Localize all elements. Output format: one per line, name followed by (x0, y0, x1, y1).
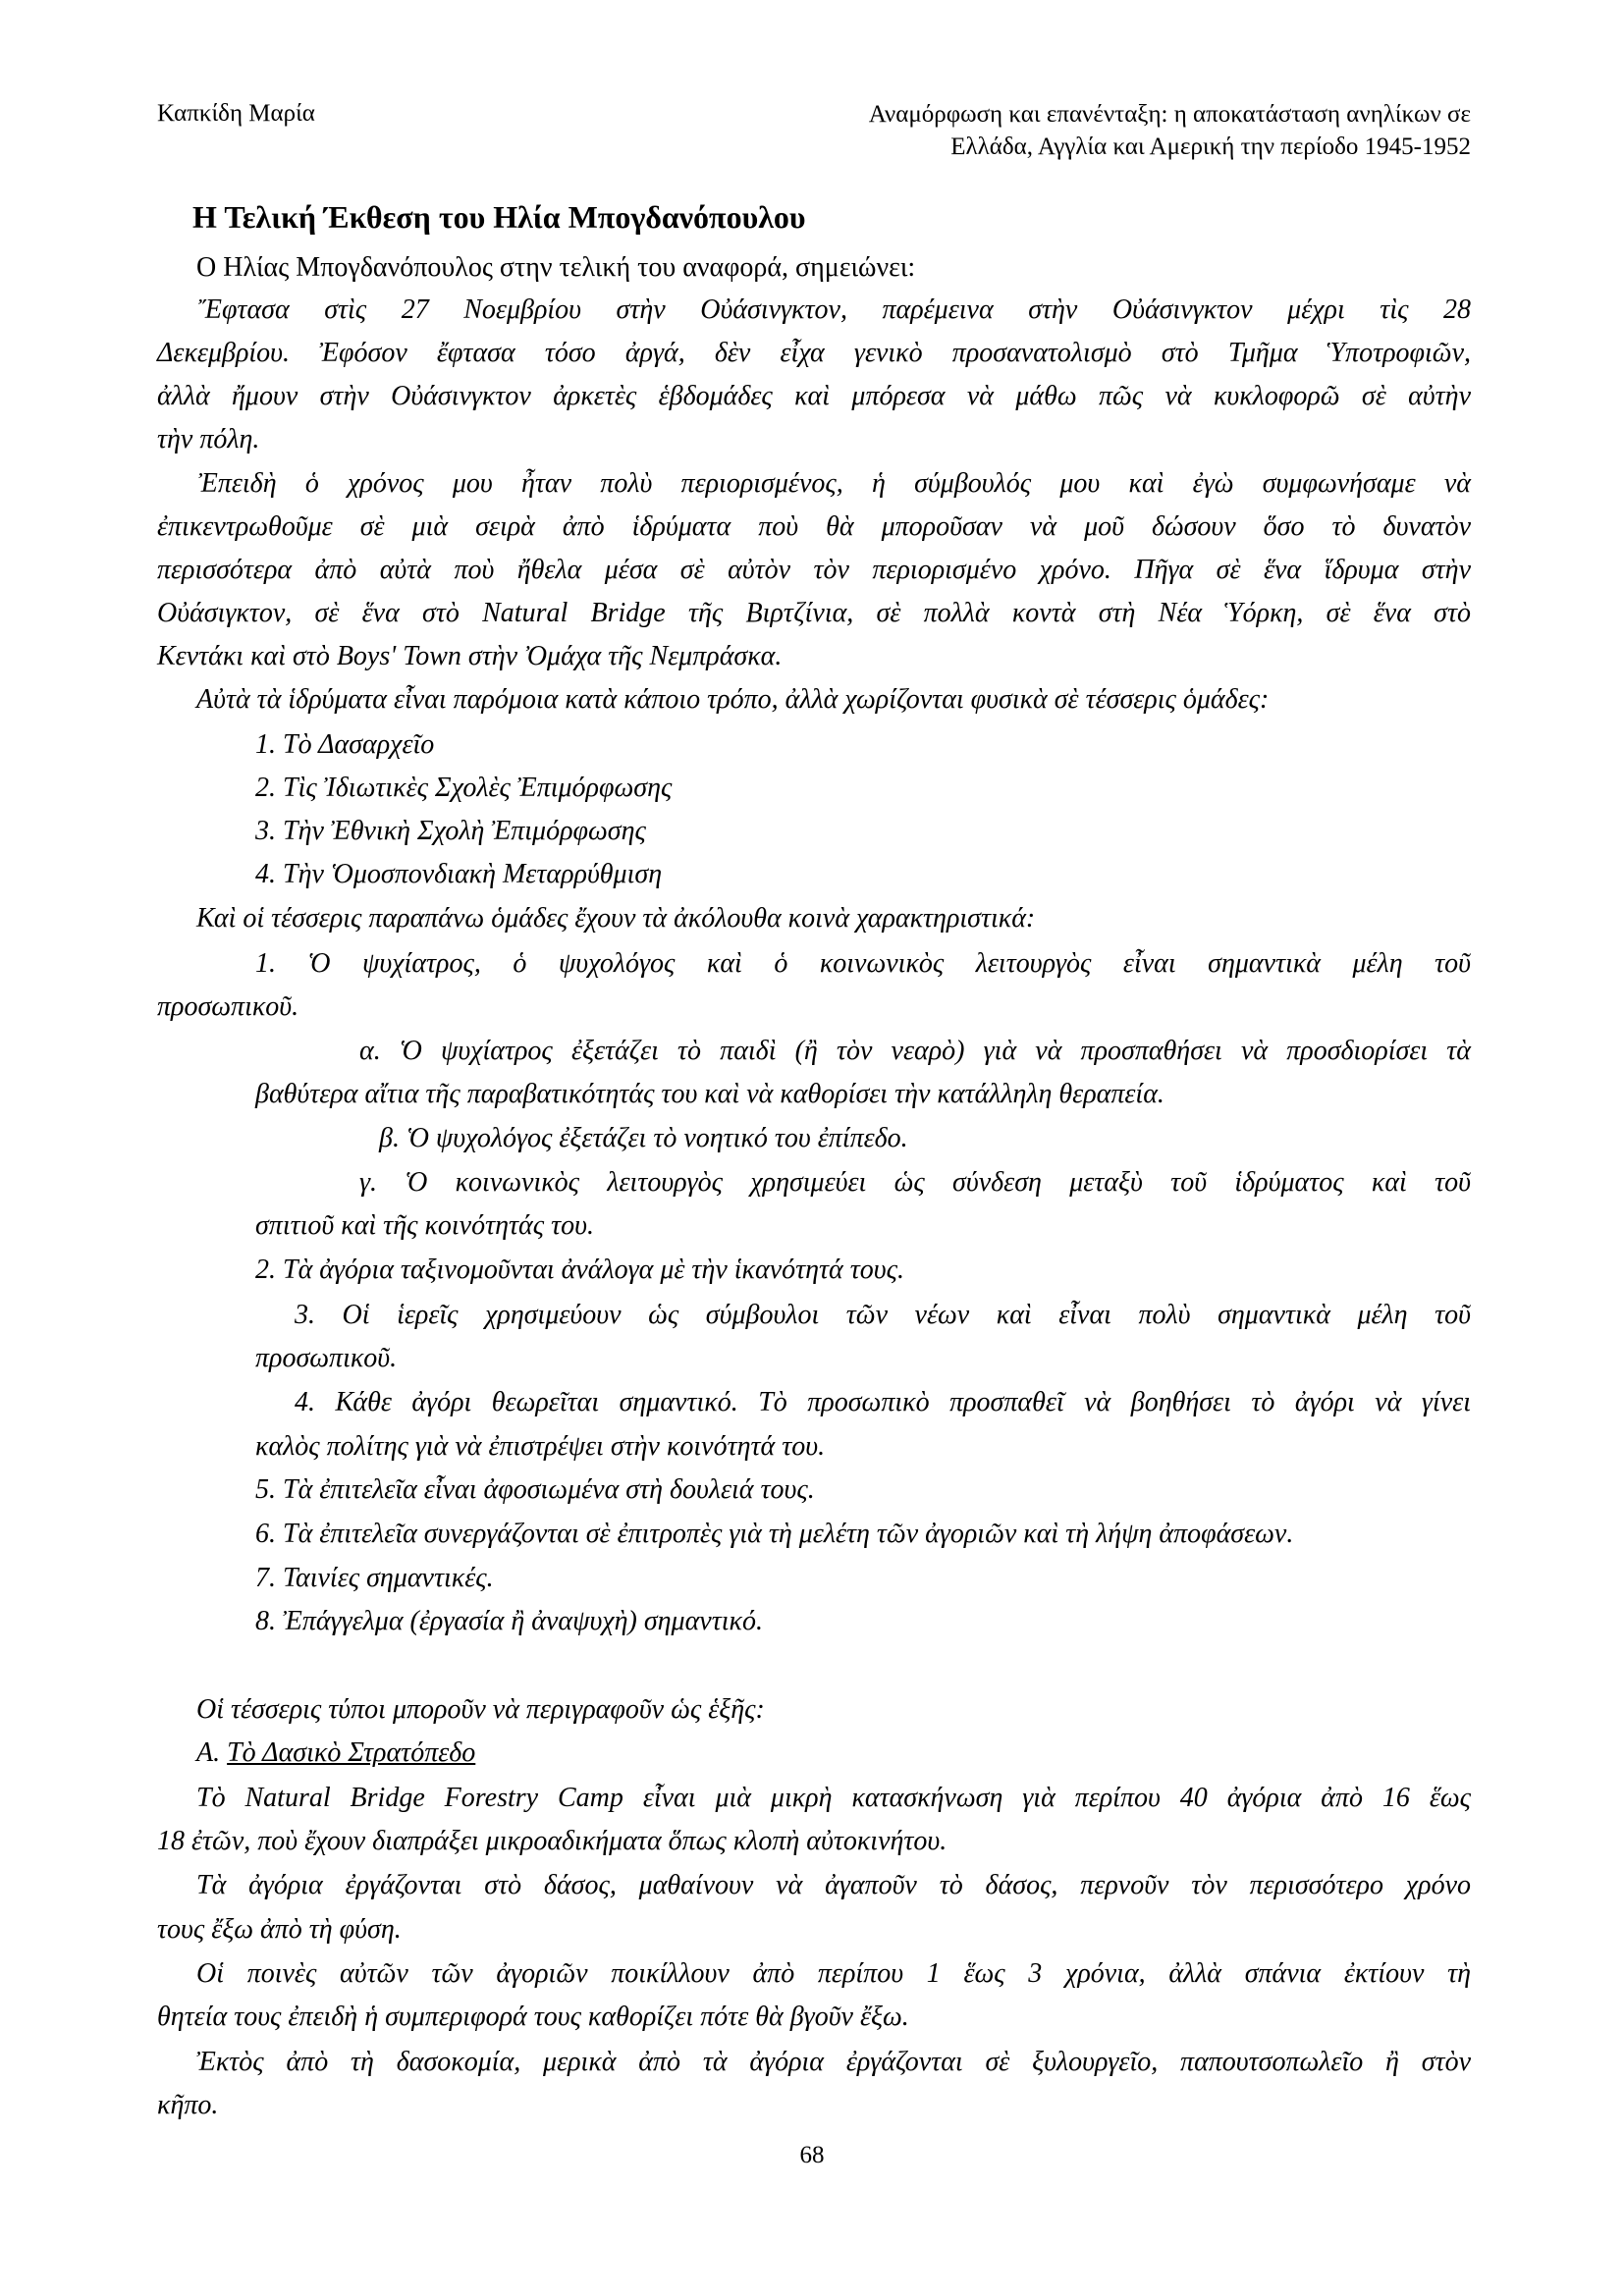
type-a-label: Α. (196, 1737, 228, 1768)
quote-p2-line-3: περισσότερα ἀπὸ αὐτὰ ποὺ ἤθελα μέσα σὲ αὐτὸν τὸν περιορισμένο χρόνο. Πῆγα σὲ ἕνα ἵδρυμα στὴν (157, 555, 1471, 585)
section-title: Η Τελική Έκθεση του Ηλία Μπογδανόπουλου (192, 199, 806, 235)
quote-p2-line-1: Ἐπειδὴ ὁ χρόνος μου ἦταν πολὺ περιορισμένος, ἡ σύμβουλός μου καὶ ἐγὼ συμφωνήσαμε νὰ (198, 468, 1471, 499)
quote-p2-last-line: Κεντάκι καὶ στὸ Boys' Town στὴν Ὀμάχα τῆς Νεμπράσκα. (157, 641, 783, 671)
quote-p2-line-4: Οὐάσιγκτον, σὲ ἕνα στὸ Natural Bridge τῆς Βιρτζίνια, σὲ πολλὰ κοντὰ στὴ Νέα Ὑόρκη, σὲ ἕνα στὸ (157, 598, 1471, 628)
header-title (705, 98, 1471, 163)
characteristic-5: 5. Τὰ ἐπιτελεῖα εἶναι ἀφοσιωμένα στὴ δουλειά τους. (255, 1474, 815, 1505)
quote-p1-last-line: τὴν πόλη. (157, 424, 260, 454)
group-item-3: 3. Τὴν Ἐθνικὴ Σχολὴ Ἐπιμόρφωσης (255, 816, 646, 846)
group-item-4: 4. Τὴν Ὁμοσπονδιακὴ Μεταρρύθμιση (255, 859, 663, 889)
type-a-p4-line1: Ἐκτὸς ἀπὸ τὴ δασοκομία, μερικὰ ἀπὸ τὰ ἀγόρια ἐργάζονται σὲ ξυλουργεῖο, παπουτσοπωλεῖο ἢ στὸν (196, 2047, 1471, 2077)
type-a-p4-line2: κῆπο. (157, 2090, 219, 2120)
characteristic-4-line1: 4. Κάθε ἀγόρι θεωρεῖται σημαντικό. Τὸ προσωπικὸ προσπαθεῖ νὰ βοηθήσει τὸ ἀγόρι νὰ γίνει (295, 1387, 1471, 1417)
characteristic-b: β. Ὁ ψυχολόγος ἐξετάζει τὸ νοητικό του ἐπίπεδο. (379, 1123, 908, 1153)
characteristic-a-line2: βαθύτερα αἴτια τῆς παραβατικότητάς του καὶ νὰ καθορίσει τὴν κατάλληλη θεραπεία. (255, 1079, 1164, 1109)
quote-p1-line-3: ἀλλὰ ἤμουν στὴν Οὐάσινγκτον ἀρκετὲς ἑβδομάδες καὶ μπόρεσα νὰ μάθω πῶς νὰ κυκλοφορῶ σὲ αὐτὴν (157, 381, 1471, 411)
characteristic-2: 2. Τὰ ἀγόρια ταξινομοῦνται ἀνάλογα μὲ τὴν ἱκανότητά τους. (255, 1255, 904, 1285)
characteristic-1-line2: προσωπικοῦ. (157, 991, 299, 1022)
characteristic-3-line1: 3. Οἱ ἱερεῖς χρησιμεύουν ὡς σύμβουλοι τῶν νέων καὶ εἶναι πολὺ σημαντικὰ μέλη τοῦ (295, 1300, 1471, 1330)
page-number: 68 (799, 2142, 825, 2168)
characteristic-g-line2: σπιτιοῦ καὶ τῆς κοινότητάς του. (255, 1210, 594, 1241)
characteristic-3-line2: προσωπικοῦ. (255, 1343, 398, 1373)
type-a-p1-line1: Τὸ Natural Bridge Forestry Camp εἶναι μιὰ μικρὴ κατασκήνωση γιὰ περίπου 40 ἀγόρια ἀπὸ 16 ἕως (196, 1783, 1471, 1813)
characteristic-1-line1: 1. Ὁ ψυχίατρος, ὁ ψυχολόγος καὶ ὁ κοινωνικὸς λειτουργὸς εἶναι σημαντικὰ μέλη τοῦ (255, 948, 1471, 979)
header-title-line1: Αναμόρφωση και επανένταξη: η αποκατάσταση ανηλίκων σε (868, 101, 1471, 128)
header-author: Καπκίδη Μαρία (157, 100, 315, 127)
characteristic-g-line1: γ. Ὁ κοινωνικὸς λειτουργὸς χρησιμεύει ὡς σύνδεση μεταξὺ τοῦ ἱδρύματος καὶ τοῦ (359, 1167, 1471, 1198)
characteristics-intro: Καὶ οἱ τέσσερις παραπάνω ὁμάδες ἔχουν τὰ ἀκόλουθα κοινὰ χαρακτηριστικά: (196, 903, 1036, 934)
types-intro: Οἱ τέσσερις τύποι μποροῦν νὰ περιγραφοῦν ὡς ἑξῆς: (196, 1694, 765, 1725)
characteristic-8: 8. Ἐπάγγελμα (ἐργασία ἢ ἀναψυχὴ) σημαντικό. (255, 1606, 763, 1636)
characteristic-7: 7. Ταινίες σημαντικές. (255, 1563, 494, 1593)
characteristic-4-line2: καλὸς πολίτης γιὰ νὰ ἐπιστρέψει στὴν κοινότητά του. (255, 1431, 826, 1462)
type-a-p3-line1: Οἱ ποινὲς αὐτῶν τῶν ἀγοριῶν ποικίλλουν ἀπὸ περίπου 1 ἕως 3 χρόνια, ἀλλὰ σπάνια ἐκτίουν τὴ (196, 1958, 1471, 1989)
type-a-title: Τὸ Δασικὸ Στρατόπεδο (227, 1737, 476, 1768)
type-a-heading (196, 1735, 475, 1771)
characteristic-a-line1: α. Ὁ ψυχίατρος ἐξετάζει τὸ παιδὶ (ἢ τὸν νεαρὸ) γιὰ νὰ προσπαθήσει νὰ προσδιορίσει τὰ (359, 1036, 1471, 1066)
header-title-line2: Ελλάδα, Αγγλία και Αμερική την περίοδο 1945-1952 (950, 133, 1471, 160)
type-a-p2-line1: Τὰ ἀγόρια ἐργάζονται στὸ δάσος, μαθαίνουν νὰ ἀγαποῦν τὸ δάσος, περνοῦν τὸν περισσότερο χρόνο (196, 1870, 1471, 1900)
characteristic-6: 6. Τὰ ἐπιτελεῖα συνεργάζονται σὲ ἐπιτροπὲς γιὰ τὴ μελέτη τῶν ἀγοριῶν καὶ τὴ λήψη ἀποφάσεων. (255, 1519, 1294, 1549)
group-item-1: 1. Τὸ Δασαρχεῖο (255, 729, 435, 760)
type-a-p3-line2: θητεία τους ἐπειδὴ ἡ συμπεριφορά τους καθορίζει πότε θὰ βγοῦν ἔξω. (157, 2002, 909, 2032)
quote-p2-line-2: ἐπικεντρωθοῦμε σὲ μιὰ σειρὰ ἀπὸ ἱδρύματα ποὺ θὰ μποροῦσαν νὰ μοῦ δώσουν ὅσο τὸ δυνατὸν (157, 511, 1471, 542)
quote-groups-intro: Αὐτὰ τὰ ἱδρύματα εἶναι παρόμοια κατὰ κάποιο τρόπο, ἀλλὰ χωρίζονται φυσικὰ σὲ τέσσερις ὁμάδες: (196, 684, 1270, 715)
intro-sentence: Ο Ηλίας Μπογδανόπουλος στην τελική του αναφορά, σημειώνει: (196, 252, 916, 283)
type-a-p1-line2: 18 ἐτῶν, ποὺ ἔχουν διαπράξει μικροαδικήματα ὅπως κλοπὴ αὐτοκινήτου. (157, 1826, 947, 1856)
group-item-2: 2. Τὶς Ἰδιωτικὲς Σχολὲς Ἐπιμόρφωσης (255, 773, 673, 803)
quote-p1-line-2: Δεκεμβρίου. Ἐφόσον ἔφτασα τόσο ἀργά, δὲν εἶχα γενικὸ προσανατολισμὸ στὸ Τμῆμα Ὑποτροφιῶν, (157, 338, 1471, 368)
type-a-p2-line2: τους ἔξω ἀπὸ τὴ φύση. (157, 1914, 402, 1945)
quote-p1-line-1: Ἔφτασα στὶς 27 Νοεμβρίου στὴν Οὐάσινγκτον, παρέμεινα στὴν Οὐάσινγκτον μέχρι τὶς 28 (198, 294, 1471, 325)
